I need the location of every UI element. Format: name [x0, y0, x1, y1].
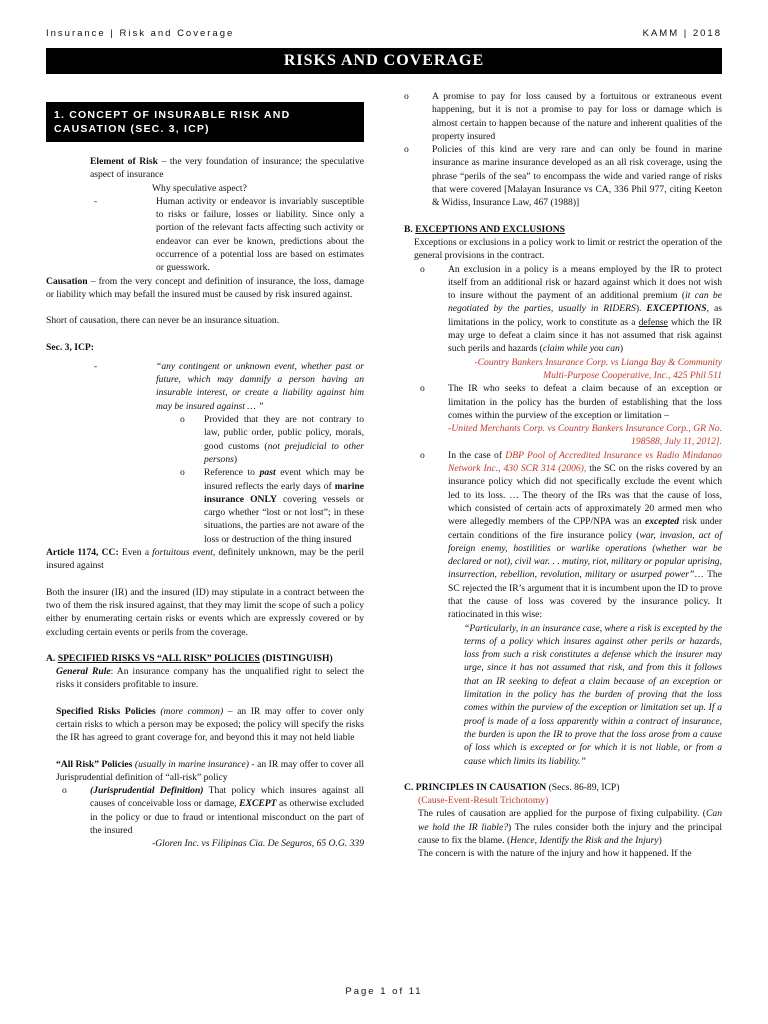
left-column [46, 92, 364, 851]
article-1174: Article 1174, CC: Even a fortuitous event, definitely unknown, may be the peril insured against [46, 547, 364, 572]
header-left: Insurance | Risk and Coverage [46, 28, 235, 39]
sec3-sub2: o Reference to past event which may be insured reflects the early days of marine insurance ONLY covering vessels or cargo whether “lost or not lost”; in these situations, the parties are not aware of the loss or destruction of the thing insured [180, 467, 365, 545]
burden-item: o The IR who seeks to defeat a claim because of an exception or limitation in the policy has the burden of establishing that the loss comes within the purview of the exception or limitation – [420, 383, 722, 421]
trichotomy: (Cause-Event-Result Trichotomy) [418, 795, 549, 807]
why-speculative: Why speculative aspect? [152, 182, 247, 194]
sec3-label: Sec. 3, ICP: [46, 341, 94, 353]
all-risk-policies: “All Risk” Policies (usually in marine insurance) - an IR may offer to cover all Jurisprudential definition of “all-risk” policy [56, 758, 364, 783]
page-title: RISKS AND COVERAGE [46, 48, 722, 74]
both-parties: Both the insurer (IR) and the insured (ID) may stipulate in a contract between the two of them the risk insured against, that they may limit the scope of such a policy either by enumerating certain risks or events which are expressly covered or by excluding certain events or perils from the coverage. [46, 586, 364, 638]
exclusion-item: o An exclusion in a policy is a means employed by the IR to protect itself from an additional risk or hazard against which it does not wish to insure without the payment of an additional premium (it can be negotiated by the parties, usually in RIDERS). EXCEPTIONS, as limitations in the policy, work to constitute as a defense which the IR may urge to defeat a claim since it has not assumed that risk against such perils and hazards (claim while you can) [420, 263, 722, 355]
sectionC-heading: C. PRINCIPLES IN CAUSATION (Secs. 86-89, ICP) [404, 781, 620, 793]
policies-item: o Policies of this kind are very rare and can only be found in marine insurance as marine insurance developed as an all risk coverage, using the phrase “perils of the sea” to encompass the wide and varied range of risks that were covered [Malayan Insurance vs CA, 336 Phil 977, citing Keeton & Widiss, Insurance Law, 467 (1988)] [404, 144, 722, 209]
sectionA-heading: A. SPECIFIED RISKS VS “ALL RISK” POLICIES (DISTINGUISH) [46, 652, 333, 664]
causation-rules: The rules of causation are applied for the purpose of fixing culpability. (Can we hold the IR liable?) The rules consider both the injury and the principal cause to fix the blame. (Hence, Identify the Risk and the Injury) [418, 808, 722, 847]
causation: Causation – from the very concept and definition of insurance, the loss, damage or liability which may befall the insured must be caused by risk insured against. [46, 275, 364, 300]
causation-concern: The concern is with the nature of the injury and how it happened. If the [418, 848, 692, 860]
header-right: KAMM | 2018 [642, 28, 722, 39]
element-of-risk: Element of Risk – the very foundation of insurance; the speculative aspect of insurance [90, 156, 364, 181]
running-header [46, 28, 722, 42]
general-rule: General Rule: An insurance company has the unqualified right to select the risks it considers profitable to insure. [56, 666, 364, 691]
country-bankers-citation: -Country Bankers Insurance Corp. vs Lianga Bay & Community Multi-Purpose Cooperative, Inc., 425 Phil 511 [474, 356, 722, 381]
dbp-item: o In the case of DBP Pool of Accredited Insurance vs Radio Mindanao Network Inc., 430 SCR 314 (2006), the SC on the risks covered by an insurance policy which did not specifically exclude the event which led to its loss. … The theory of the IRs was that the cause of loss, which consisted of certain acts of approximately 20 armed men who were allegedly members of the CPP/NPA was an excepted risk under certain conditions of the fire insurance policy (war, invasion, act of foreign enemy, hostilities or warlike operations (whether war be declared or not), civil war. . . mutiny, riot, military or popular uprising, insurrection, rebellion, revolution, military or usurped power”… The SC rejected the IR’s argument that it is incumbent upon the ID to prove that the cause of loss was covered by the insurance policy. It ratiocinated in this wise: [420, 449, 723, 621]
sec3-sub1: o Provided that they are not contrary to law, public order, public policy, morals, good customs (not prejudicial to other persons) [180, 414, 364, 465]
short-of-causation: Short of causation, there can never be an insurance situation. [46, 315, 280, 327]
promise-item: o A promise to pay for loss caused by a fortuitous or extraneous event happening, but it is not a promise to pay for loss or damage which is almost certain to happen because of the nature and inherent qualities of the property insured [404, 91, 722, 142]
sec3-quote: - “any contingent or unknown event, whether past or future, which may damnify a person having an insurable interest, or create a liability against him may be insured against … ” [94, 360, 364, 412]
united-merchants-citation: -United Merchants Corp. vs Country Bankers Insurance Corp., GR No. 198588, July 11, 2012]. [448, 423, 722, 448]
specified-risks: Specified Risks Policies (more common) – an IR may offer to cover only certain risks to which a person may be exposed; the policy will specify the risks the IR has agreed to grant coverage for, and beyond this it may not held liable [56, 705, 364, 744]
sectionB-heading: B. EXCEPTIONS AND EXCLUSIONS [404, 223, 566, 235]
gloren-citation: -Gloren Inc. vs Filipinas Cia. De Seguros, 65 O.G. 339 [152, 838, 364, 850]
why-item: - Human activity or endeavor is invariably susceptible to risks or failure, losses or liability. Since only a portion of the relevant facts affecting such activity or endeavor can ever be known, predictions about the occurrence of a potential loss are based on estimates or guesswork. [94, 195, 364, 274]
right-column [404, 90, 722, 861]
sectionB-intro: Exceptions or exclusions in a policy work to limit or restrict the operation of the general provisions in the contract. [414, 236, 722, 262]
sc-quote: “Particularly, in an insurance case, where a risk is excepted by the terms of a policy which insures against other perils or hazards, loss from such a risk constitutes a defense which the insurer may urge, since it has not assumed that risk, and from this it follows that an IR seeking to defeat a claim because of an exception or limitation in the policy has the burden of proving that the loss comes within the purview of the exception or limitation set up. If a proof is made of a loss apparently within a contract of insurance, the burden is upon the IR to prove that the loss arose from a cause of loss which is excepted or for which it is not liable, or from a cause which limits its liability.” [464, 622, 722, 767]
section1-heading: 1. CONCEPT OF INSURABLE RISK AND CAUSATION (SEC. 3, ICP) [46, 102, 364, 142]
page-number: Page 1 of 11 [345, 986, 423, 997]
jurisprudential-definition: o (Jurisprudential Definition) That policy which insures against all causes of conceivable loss or damage, EXCEPT as otherwise excluded in the policy or due to fraud or intentional misconduct on the part of the insured [62, 785, 364, 837]
